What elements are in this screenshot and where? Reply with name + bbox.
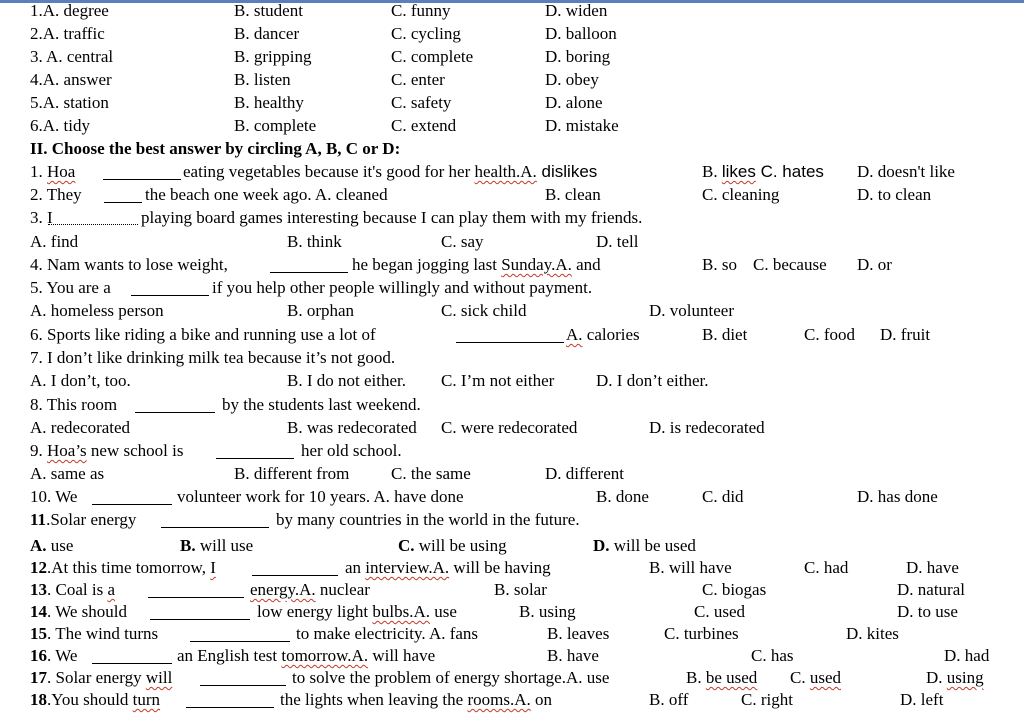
answer-blank — [131, 295, 209, 296]
answer-blank — [148, 597, 244, 598]
answer-blank — [186, 707, 274, 708]
answer-blank — [200, 685, 286, 686]
answer-blank — [48, 224, 138, 225]
answer-blank — [456, 342, 564, 343]
answer-blank — [252, 575, 338, 576]
answer-blank — [92, 504, 172, 505]
answer-blank — [104, 202, 142, 203]
answer-blank — [135, 412, 215, 413]
answer-blank — [216, 458, 294, 459]
answer-blank — [150, 619, 250, 620]
answer-blank — [92, 663, 172, 664]
answer-blank — [190, 641, 290, 642]
top-border — [0, 0, 1024, 3]
answer-blank — [270, 272, 348, 273]
answer-blank — [103, 179, 181, 180]
answer-blank — [161, 527, 269, 528]
section-heading: II. Choose the best answer by circling A, B, C or D: — [30, 139, 401, 158]
